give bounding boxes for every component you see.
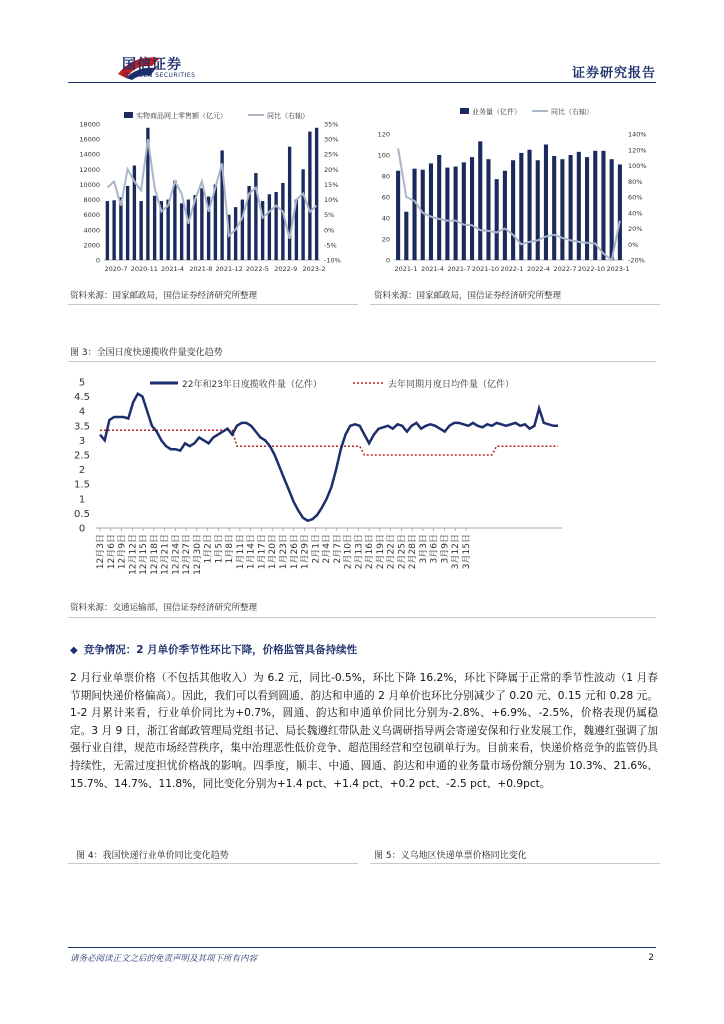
bar bbox=[552, 156, 556, 260]
y-tick-right: -10% bbox=[324, 256, 341, 265]
divider bbox=[68, 304, 358, 305]
x-tick: 12月9日 bbox=[117, 534, 128, 570]
x-tick: 2022-1 bbox=[500, 265, 524, 273]
x-tick: 2021-8 bbox=[189, 265, 213, 273]
bar bbox=[454, 167, 458, 260]
y-tick-left: 18000 bbox=[79, 120, 100, 129]
y-tick: 4 bbox=[78, 406, 86, 418]
bar bbox=[478, 141, 482, 260]
bar bbox=[511, 160, 515, 260]
x-tick: 2月19日 bbox=[375, 534, 386, 570]
legend-retail: 实物商品网上零售额（亿元） bbox=[136, 112, 227, 120]
bar bbox=[560, 159, 564, 260]
x-tick: 12月15日 bbox=[139, 534, 150, 575]
x-tick: 2月13日 bbox=[354, 534, 365, 570]
bar bbox=[503, 171, 507, 260]
bar bbox=[234, 207, 237, 260]
y-tick-right: 60% bbox=[628, 193, 643, 202]
x-tick: 12月6日 bbox=[106, 534, 117, 570]
header-divider bbox=[68, 82, 656, 83]
bar bbox=[495, 179, 499, 260]
x-tick: 12月18日 bbox=[149, 534, 160, 575]
legend-bar-swatch bbox=[460, 108, 469, 114]
y-tick-right: 25% bbox=[324, 150, 339, 159]
y-tick-left: 0 bbox=[385, 256, 390, 265]
bar bbox=[610, 159, 614, 260]
y-tick-right: 120% bbox=[628, 146, 647, 155]
bar bbox=[486, 159, 490, 260]
x-tick: 1月23日 bbox=[279, 534, 289, 570]
bar bbox=[429, 163, 433, 260]
body-paragraph: 2 月行业单票价格（不包括其他收入）为 6.2 元，同比-0.5%，环比下降 16.2%，环比下降属于正常的季节性波动（1 月春节期间快递价格偏高）。因此，我们可以看到圆通、韵达和申通的 2 月单价也环比分别减少了 0.20 元、0.15 元和 0.28 元。1-2 月累计来看，行业单价同比为+0.7%，圆通、韵达和申通单价同比分别为-2.8%、+6.9%、-2.5%，价格表现仍属稳定。3 月 9 日，浙江省邮政管理局党组书记、局长魏遵红带队赴义乌调研指导两会寄递安保和行业发展工作，魏遵红强调了加强行业自律，规范市场经营秩序，集中治理恶性低价竞争、超范围经营和空包刷单行为。目前来看，快递价格竞争的监管仍具持续性，无需过度担忧价格战的影响。四季度，顺丰、中通、圆通、韵达和申通的业务量市场份额分别为 10.3%、21.6%、15.7%、14.7%、11.8%，同比变化分别为+1.4 pct、+1.4 pct、+0.2 pct、-2.5 pct、+0.9pct。 bbox=[70, 672, 658, 790]
y-tick-right: 20% bbox=[324, 165, 339, 174]
x-tick: 1月5日 bbox=[214, 534, 225, 564]
y-tick-left: 16000 bbox=[79, 135, 100, 144]
legend-bar-swatch bbox=[124, 112, 133, 118]
bar bbox=[268, 194, 271, 260]
y-tick-right: 30% bbox=[324, 135, 339, 144]
x-tick: 3月9日 bbox=[440, 534, 451, 564]
y-tick-left: 4000 bbox=[83, 226, 100, 235]
y-tick-left: 120 bbox=[377, 130, 390, 139]
daily-express-chart bbox=[70, 370, 570, 595]
divider bbox=[370, 863, 660, 864]
bar bbox=[106, 201, 109, 260]
x-tick: 2021-10 bbox=[471, 265, 500, 273]
section-heading bbox=[70, 642, 357, 657]
x-tick: 12月12日 bbox=[128, 534, 139, 575]
y-tick-left: 80 bbox=[381, 172, 390, 181]
x-tick: 3月15日 bbox=[462, 534, 472, 570]
bar bbox=[112, 200, 115, 260]
logo-text: 国信证券 bbox=[122, 57, 182, 73]
bar bbox=[544, 145, 548, 261]
x-tick: 2022-9 bbox=[274, 265, 298, 273]
x-tick: 1月2日 bbox=[203, 534, 214, 564]
bar bbox=[139, 201, 142, 260]
y-tick-right: -5% bbox=[324, 241, 337, 250]
page-number: 2 bbox=[648, 953, 654, 963]
x-tick: 12月30日 bbox=[192, 534, 203, 575]
x-tick: 2月16日 bbox=[365, 534, 376, 570]
x-tick: 2月25日 bbox=[397, 534, 408, 570]
x-tick: 3月12日 bbox=[451, 534, 462, 570]
x-tick: 2023-2 bbox=[302, 265, 326, 273]
x-tick: 2月1日 bbox=[311, 534, 322, 564]
x-tick: 1月17日 bbox=[257, 534, 268, 570]
y-tick-right: 140% bbox=[628, 130, 647, 139]
y-tick: 1 bbox=[78, 494, 86, 506]
bar bbox=[301, 169, 304, 260]
x-tick: 1月14日 bbox=[246, 534, 257, 570]
x-tick: 3月3日 bbox=[418, 534, 429, 564]
y-tick-right: 10% bbox=[324, 196, 339, 205]
online-retail-chart bbox=[68, 100, 358, 280]
y-tick: 0.5 bbox=[74, 508, 90, 520]
figure5-caption: 图 5：义乌地区快递单票价格同比变化 bbox=[374, 851, 527, 861]
y-tick-right: 40% bbox=[628, 209, 643, 218]
y-tick-right: 0% bbox=[324, 226, 335, 235]
x-tick: 12月3日 bbox=[96, 534, 106, 570]
y-tick-left: 40 bbox=[381, 214, 390, 223]
y-tick-right: 0% bbox=[628, 240, 639, 249]
y-tick: 2 bbox=[78, 465, 86, 477]
express-volume-chart bbox=[370, 100, 660, 280]
report-type-title: 证券研究报告 bbox=[571, 66, 656, 81]
footer-divider bbox=[68, 947, 656, 948]
x-tick: 12月21日 bbox=[160, 534, 171, 575]
bar bbox=[241, 200, 244, 260]
divider bbox=[68, 863, 358, 864]
y-tick-right: 5% bbox=[324, 211, 335, 220]
bar bbox=[308, 132, 311, 260]
bar bbox=[445, 168, 449, 260]
footer-disclaimer: 请务必阅读正文之后的免责声明及其项下所有内容 bbox=[70, 954, 258, 964]
x-tick: 2020-7 bbox=[104, 265, 128, 273]
x-tick: 1月26日 bbox=[289, 534, 300, 570]
x-tick: 2月22日 bbox=[386, 534, 397, 570]
bar bbox=[421, 170, 425, 260]
x-tick: 2022-5 bbox=[245, 265, 269, 273]
x-tick: 2月10日 bbox=[343, 534, 354, 570]
bar bbox=[470, 157, 474, 260]
y-tick-left: 6000 bbox=[83, 211, 100, 220]
figure3-caption: 图 3：全国日度快递揽收件量变化趋势 bbox=[70, 348, 223, 358]
bar bbox=[618, 164, 622, 260]
y-tick-left: 14000 bbox=[79, 150, 100, 159]
x-tick: 1月20日 bbox=[268, 534, 279, 570]
bar bbox=[288, 147, 291, 260]
bar bbox=[412, 169, 416, 260]
x-tick: 12月24日 bbox=[171, 534, 182, 575]
source-note-right: 资料来源：国家邮政局，国信证券经济研究所整理 bbox=[374, 291, 562, 301]
bar bbox=[601, 151, 605, 260]
figure3-caption-rule bbox=[68, 361, 656, 362]
bar bbox=[281, 183, 284, 260]
y-tick: 0 bbox=[78, 523, 86, 535]
y-tick-right: 15% bbox=[324, 180, 339, 189]
legend-daily: 22年和23年日度揽收件量（亿件） bbox=[182, 380, 322, 390]
section-heading-text: 竞争情况：2 月单价季节性环比下降，价格监管具备持续性 bbox=[83, 644, 358, 656]
bar bbox=[569, 155, 573, 260]
y-tick-right: -20% bbox=[628, 256, 645, 265]
y-tick-left: 10000 bbox=[79, 180, 100, 189]
y-tick-left: 20 bbox=[381, 235, 390, 244]
legend-lastyear: 去年同期月度日均件量（亿件） bbox=[388, 380, 515, 390]
bar bbox=[577, 152, 581, 260]
bar bbox=[119, 197, 122, 260]
y-tick-right: 35% bbox=[324, 120, 339, 129]
y-tick-right: 80% bbox=[628, 177, 643, 186]
logo-subtext: GUOSEN SECURITIES bbox=[124, 72, 196, 79]
x-tick: 3月6日 bbox=[429, 534, 440, 564]
bar bbox=[585, 157, 589, 260]
bar bbox=[396, 171, 400, 260]
x-tick: 1月11日 bbox=[235, 534, 246, 570]
bar bbox=[527, 150, 531, 260]
x-tick: 2022-4 bbox=[526, 265, 551, 273]
x-tick: 12月27日 bbox=[182, 534, 193, 575]
x-tick: 2021-12 bbox=[215, 265, 243, 273]
y-tick: 1.5 bbox=[74, 479, 90, 491]
x-tick: 2023-1 bbox=[606, 265, 630, 273]
x-tick: 2021-7 bbox=[447, 265, 471, 273]
diamond-bullet-icon: ◆ bbox=[70, 645, 78, 656]
y-tick: 3.5 bbox=[74, 421, 90, 433]
y-tick: 2.5 bbox=[74, 450, 90, 462]
y-tick-right: 20% bbox=[628, 225, 643, 233]
y-tick-left: 0 bbox=[95, 256, 100, 265]
bar bbox=[187, 200, 190, 260]
x-tick: 2021-4 bbox=[420, 265, 445, 273]
x-tick: 2月7日 bbox=[332, 534, 343, 564]
x-tick: 2020-11 bbox=[130, 265, 158, 273]
y-tick-left: 2000 bbox=[83, 241, 100, 250]
bar bbox=[437, 155, 441, 260]
bar bbox=[404, 212, 408, 260]
y-tick-left: 8000 bbox=[83, 196, 100, 205]
bar bbox=[462, 162, 466, 260]
bar bbox=[536, 160, 540, 260]
x-tick: 2022-7 bbox=[553, 265, 577, 273]
x-tick: 1月8日 bbox=[225, 534, 236, 564]
source-note-left: 资料来源：国家邮政局，国信证券经济研究所整理 bbox=[70, 291, 258, 301]
y-tick-left: 12000 bbox=[79, 165, 100, 174]
y-tick-left: 100 bbox=[377, 151, 390, 160]
figure4-caption: 图 4：我国快递行业单价同比变化趋势 bbox=[76, 851, 229, 861]
divider bbox=[68, 617, 656, 618]
y-tick: 4.5 bbox=[74, 392, 90, 404]
y-tick: 3 bbox=[78, 435, 86, 447]
bar bbox=[214, 184, 217, 260]
bar bbox=[200, 188, 203, 260]
x-tick: 1月29日 bbox=[300, 534, 311, 570]
y-tick-right: 100% bbox=[628, 162, 647, 170]
y-tick-left: 60 bbox=[381, 193, 390, 202]
bar bbox=[153, 196, 156, 260]
bar bbox=[126, 186, 129, 260]
legend-yoy: 同比（右轴） bbox=[267, 112, 309, 120]
bar bbox=[180, 203, 183, 260]
bar bbox=[274, 192, 277, 260]
x-tick: 2021-1 bbox=[394, 265, 418, 273]
x-tick: 2月28日 bbox=[408, 534, 419, 570]
legend-yoy: 同比（右轴） bbox=[551, 108, 593, 116]
divider bbox=[370, 304, 660, 305]
bar bbox=[254, 173, 257, 260]
bar bbox=[315, 128, 318, 260]
y-tick: 5 bbox=[78, 377, 86, 389]
x-tick: 2021-4 bbox=[161, 265, 185, 273]
x-tick: 2月4日 bbox=[322, 534, 333, 564]
figure3-source: 资料来源：交通运输部，国信证券经济研究所整理 bbox=[70, 603, 258, 613]
bar bbox=[173, 181, 176, 260]
legend-volume: 业务量（亿件） bbox=[472, 108, 521, 116]
x-tick: 2022-10 bbox=[577, 265, 606, 273]
bar bbox=[166, 200, 169, 260]
